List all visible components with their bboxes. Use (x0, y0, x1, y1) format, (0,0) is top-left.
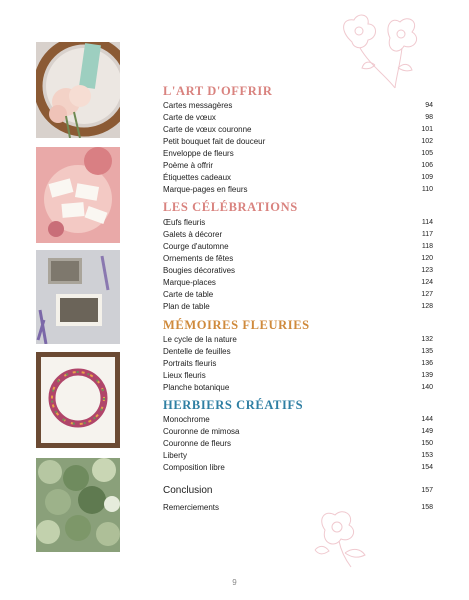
toc-entry-page: 157 (421, 487, 433, 494)
toc-entry-title: Étiquettes cadeaux (163, 173, 232, 182)
toc-entry-page: 140 (421, 384, 433, 391)
toc-entry[interactable] (163, 100, 433, 112)
toc-entry-title: Liberty (163, 451, 188, 460)
flower-line-art-top-icon (330, 10, 425, 90)
photo-flower-wreath-frame (36, 352, 120, 448)
toc-entry-page: 98 (425, 114, 433, 121)
toc-entry[interactable] (163, 112, 433, 124)
toc-entry-title: Portraits fleuris (163, 359, 217, 368)
toc-entry-title: Galets à décorer (163, 230, 223, 239)
toc-entry[interactable] (163, 450, 433, 462)
toc-entry-title: Monochrome (163, 415, 210, 424)
toc-entry[interactable] (163, 172, 433, 184)
toc-entry[interactable] (163, 370, 433, 382)
toc-entry-title: Enveloppe de fleurs (163, 149, 234, 158)
toc-entry-title: Ornements de fêtes (163, 254, 234, 263)
toc-entry[interactable] (163, 229, 433, 241)
toc-entry-page: 128 (421, 303, 433, 310)
toc-entry-title: Carte de table (163, 290, 214, 299)
toc-entry-title: Bougies décoratives (163, 266, 236, 275)
toc-entry-page: 153 (421, 452, 433, 459)
toc-entry-title: Composition libre (163, 463, 225, 472)
toc-entry-page: 94 (425, 102, 433, 109)
toc-entry-title: Œufs fleuris (163, 218, 206, 227)
toc-entry-page: 120 (421, 255, 433, 262)
toc-entry-remerciements[interactable] (163, 502, 433, 514)
toc-entry-title: Remerciements (163, 503, 220, 512)
toc-entry-page: 123 (421, 267, 433, 274)
toc-entry[interactable] (163, 414, 433, 426)
toc-entry[interactable] (163, 124, 433, 136)
toc-entry-page: 117 (421, 231, 433, 238)
toc-entry[interactable] (163, 358, 433, 370)
section-title-herbiers-creatifs: HERBIERS CRÉATIFS (163, 398, 304, 412)
toc-entry-page: 110 (421, 186, 433, 193)
photo-old-postcards (36, 250, 120, 344)
toc-entry-page: 114 (421, 219, 433, 226)
toc-entry-page: 136 (421, 360, 433, 367)
toc-entry-title: Carte de vœux (163, 113, 216, 122)
toc-entry-page: 109 (421, 174, 433, 181)
toc-entry-page: 105 (421, 150, 433, 157)
toc-entry-title: Plan de table (163, 302, 210, 311)
toc-entry-page: 132 (421, 336, 433, 343)
toc-entry[interactable] (163, 277, 433, 289)
toc-entry[interactable] (163, 148, 433, 160)
toc-entry-title: Dentelle de feuilles (163, 347, 231, 356)
toc-entry[interactable] (163, 265, 433, 277)
toc-entry[interactable] (163, 334, 433, 346)
section-title-art-offrir: L'ART D'OFFRIR (163, 84, 273, 98)
toc-entry-title: Marque-places (163, 278, 216, 287)
toc-entry-page: 118 (421, 243, 433, 250)
toc-entry[interactable] (163, 217, 433, 229)
toc-entry-page: 144 (421, 416, 433, 423)
toc-entry-page: 101 (421, 126, 433, 133)
toc-entry[interactable] (163, 241, 433, 253)
photo-bouquet-hoop (36, 42, 120, 138)
toc-entry[interactable] (163, 426, 433, 438)
toc-entry-conclusion[interactable] (163, 485, 433, 499)
toc-entry-page: 102 (421, 138, 433, 145)
photo-gift-tags (36, 147, 120, 243)
toc-entry-page: 139 (421, 372, 433, 379)
toc-entry-page: 149 (421, 428, 433, 435)
toc-entry[interactable] (163, 462, 433, 474)
toc-entry-title: Couronne de fleurs (163, 439, 232, 448)
toc-entry[interactable] (163, 346, 433, 358)
toc-entry[interactable] (163, 438, 433, 450)
toc-entry-title: Courge d'automne (163, 242, 229, 251)
toc-entry-page: 150 (421, 440, 433, 447)
toc-entry-title: Marque-pages en fleurs (163, 185, 248, 194)
toc-entry-title: Petit bouquet fait de douceur (163, 137, 266, 146)
photo-pressed-leaves (36, 458, 120, 552)
toc-entry-title: Le cycle de la nature (163, 335, 237, 344)
toc-entry-title: Cartes messagères (163, 101, 233, 110)
toc-entry-page: 135 (421, 348, 433, 355)
toc-entry-page: 127 (421, 291, 433, 298)
toc-entry[interactable] (163, 160, 433, 172)
toc-entry-title: Lieux fleuris (163, 371, 206, 380)
toc-entry-page: 154 (421, 464, 433, 471)
toc-entry[interactable] (163, 136, 433, 148)
toc-entry-title: Carte de vœux couronne (163, 125, 252, 134)
toc-entry-title: Poème à offrir (163, 161, 214, 170)
toc-entry[interactable] (163, 382, 433, 394)
toc-entry[interactable] (163, 184, 433, 196)
toc-entry-page: 124 (421, 279, 433, 286)
toc-entry-page: 106 (421, 162, 433, 169)
toc-entry-title: Conclusion (163, 485, 213, 496)
toc-entry[interactable] (163, 253, 433, 265)
flower-line-art-bottom-icon (305, 505, 375, 570)
toc-entry[interactable] (163, 289, 433, 301)
toc-entry-title: Couronne de mimosa (163, 427, 240, 436)
toc-entry-title: Planche botanique (163, 383, 230, 392)
page-number: 9 (232, 578, 237, 587)
section-title-memoires-fleuries: MÉMOIRES FLEURIES (163, 318, 310, 332)
toc-entry[interactable] (163, 301, 433, 313)
section-title-celebrations: LES CÉLÉBRATIONS (163, 200, 298, 214)
toc-entry-page: 158 (421, 504, 433, 511)
